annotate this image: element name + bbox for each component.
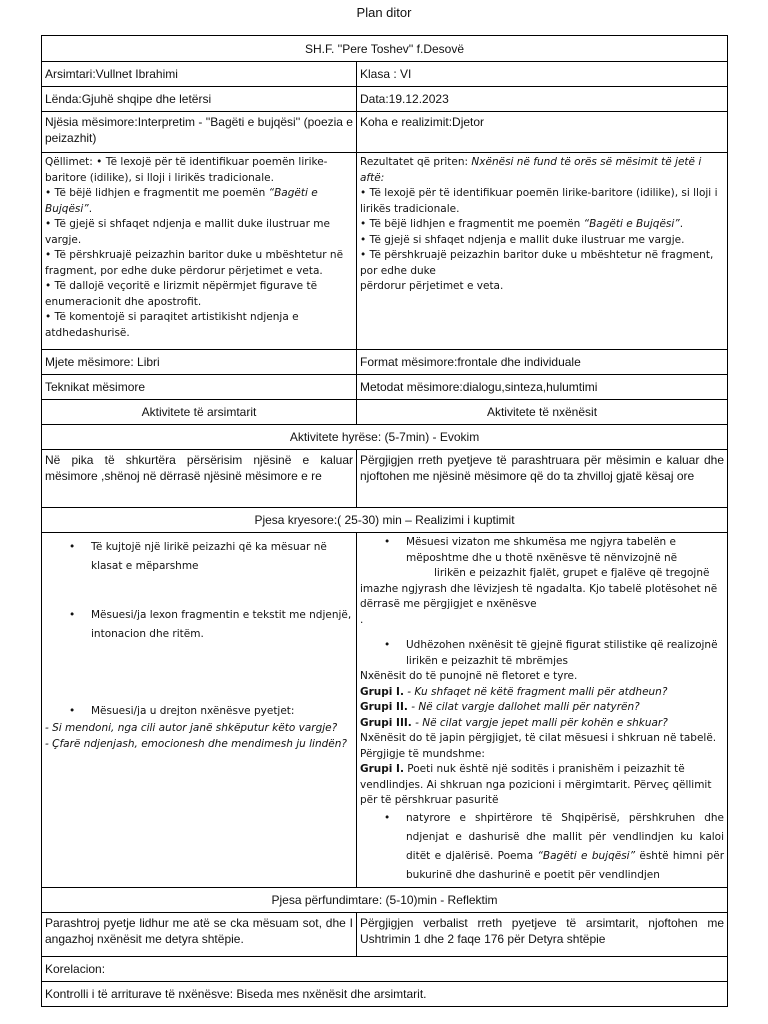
main-section-header: Pjesa kryesore:( 25-30) min – Realizimi i kuptimit (42, 508, 728, 533)
page-title: Plan ditor (356, 5, 412, 20)
intro-teacher-text: Në pika të shkurtëra përsërisim njësinë e kaluar mësimore ,shënoj në dërrasë njësinë mësimore e re (42, 450, 357, 508)
list-item: • Udhëzohen nxënësit të gjejnë figurat stilistike që realizojnë lirikën e peizazhit të mbrëmjes (360, 638, 724, 669)
result-item: • Të lexojë për të identifikuar poemën lirike-baritore (idilike), si lloji i lirikës tradicionale. (360, 187, 718, 215)
school-name: SH.F. ''Pere Toshev'' f.Desovë (42, 36, 728, 62)
class-label: Klasa : VI (357, 62, 728, 87)
control-label: Kontrolli i të arriturave të nxënësve: Biseda mes nxënësit dhe arsimtarit. (42, 981, 728, 1006)
group-question: Grupi III. - Në cilat vargje jepet malli për kohën e shkuar? (360, 716, 668, 729)
intro-section-header: Aktivitete hyrëse: (5-7min) - Evokim (42, 425, 728, 450)
results-cell (357, 153, 728, 350)
results-lead: Rezultatet që priten: Nxënësi në fund të orës së mësimit të jetë i aftë: (360, 156, 702, 184)
intro-student-text: Përgjigjen rreth pyetjeve të parashtruara për mësimin e kaluar dhe njoftohen me njësinë mësimore që do ta zhvilloj gjatë kësaj ore (357, 450, 728, 508)
dot-line: . (360, 613, 364, 626)
list-item: • Mësuesi/ja u drejton nxënësve pyetjet: (45, 702, 353, 721)
correlation-label: Korelacion: (42, 956, 728, 981)
lesson-plan-table (41, 35, 728, 1007)
formats-label: Format mësimore:frontale dhe individuale (357, 350, 728, 375)
teacher-activities-header: Aktivitete të arsimtarit (42, 400, 357, 425)
group-question: Grupi II. - Në cilat vargje dallohet malli për natyrën? (360, 701, 640, 713)
techniques-label: Teknikat mësimore (42, 375, 357, 400)
list-item: • Mësuesi vizaton me shkumësa me ngjyra tabelën e mëposhtme dhe u thotë nxënësve të nënvizojnë në (360, 535, 724, 566)
result-item: përdorur përjetimet e veta. (360, 280, 504, 292)
list-item: • natyrore e shpirtërore të Shqipërisë, përshkruhen dhe ndjenjat e dashurisë dhe mallit për vendlindjen ku kaloi ditët e djalërisë. Poema “Bagëti e bujqësi” është himni për bukurinë dhe dashurinë e poetit për vendlindjen (360, 809, 724, 885)
final-teacher-text: Parashtroj pyetje lidhur me atë se cka mësuam sot, dhe I angazhoj nxënësit me detyra shtëpie. (42, 912, 357, 956)
objectives-cell (42, 153, 357, 350)
objective-item: • Të bëjë lidhjen e fragmentit me poemën “Bagëti e Bujqësi”. (45, 187, 318, 215)
main-student-cell (357, 533, 728, 888)
paragraph: Nxënësit do të punojnë në fletoret e tyre. (360, 670, 578, 682)
paragraph: Përgjigje të mundshme: (360, 747, 485, 760)
objective-item: • Të komentojë si paraqitet artistikisht ndjenja e atdhedashurisë. (45, 311, 299, 339)
final-student-text: Përgjigjen verbalist rreth pyetjeve të arsimtarit, njoftohen me Ushtrimin 1 dhe 2 faqe 176 për Detyra shtëpie (357, 912, 728, 956)
objective-item: • Të dallojë veçoritë e lirizmit nëpërmjet figurave të enumeracionit dhe apostrofit. (45, 280, 318, 308)
list-item-continued: lirikën e peizazhit fjalët, grupet e fjalëve që tregojnë imazhe ngjyrash dhe lëvizjesh të ngadalta. Kjo tabelë plotësohet në dërrasë me përgjigjet e nxënësve (360, 567, 718, 610)
answer-paragraph: Grupi I. Poeti nuk është një soditës i pranishëm i peizazhit të vendlindjes. Ai shkruan nga pozicioni i mërgimtarit. Përveç qëllimit për të përshkruar pasuritë (360, 763, 712, 806)
tools-label: Mjete mësimore: Libri (42, 350, 357, 375)
question-item: - Si mendoni, nga cili autor janë shkëputur këto vargje? (45, 722, 338, 734)
methods-label: Metodat mësimore:dialogu,sinteza,hulumtimi (357, 375, 728, 400)
final-section-header: Pjesa përfundimtare: (5-10)min - Reflektim (42, 887, 728, 912)
subject-label: Lënda:Gjuhë shqipe dhe letërsi (42, 87, 357, 112)
list-item: • Të kujtojë një lirikë peizazhi që ka mësuar në klasat e mëparshme (45, 538, 353, 576)
teacher-name: Arsimtari:Vullnet Ibrahimi (42, 62, 357, 87)
unit-label: Njësia mësimore:Interpretim - ''Bagëti e bujqësi'' (poezia e peizazhit) (42, 112, 357, 153)
paragraph: Nxënësit do të japin përgjigjet, të cilat mësuesi i shkruan në tabelë. (360, 732, 717, 744)
group-question: Grupi I. - Ku shfaqet në këtë fragment malli për atdheun? (360, 685, 668, 698)
list-item: • Mësuesi/ja lexon fragmentin e tekstit me ndjenjë, intonacion dhe ritëm. (45, 606, 353, 644)
objectives-lead: Qëllimet: • Të lexojë për të identifikuar poemën lirike-baritore (idilike), si lloji i lirikës tradicionale. (45, 156, 328, 184)
objective-item: • Të përshkruajë peizazhin baritor duke u mbështetur në fragment, por edhe duke përdorur përjetimet e veta. (45, 249, 344, 277)
time-label: Koha e realizimit:Djetor (357, 112, 728, 153)
result-item: • Të gjejë si shfaqet ndjenja e mallit duke ilustruar me vargje. (360, 233, 685, 246)
question-item: - Çfarë ndjenjash, emocionesh dhe mendimesh ju lindën? (45, 737, 347, 750)
objective-item: • Të gjejë si shfaqet ndjenja e mallit duke ilustruar me vargje. (45, 218, 330, 246)
result-item: • Të bëjë lidhjen e fragmentit me poemën “Bagëti e Bujqësi”. (360, 218, 684, 230)
main-teacher-cell (42, 533, 357, 888)
result-item: • Të përshkruajë peizazhin baritor duke u mbështetur në fragment, por edhe duke (360, 249, 714, 277)
date-label: Data:19.12.2023 (357, 87, 728, 112)
student-activities-header: Aktivitete të nxënësit (357, 400, 728, 425)
